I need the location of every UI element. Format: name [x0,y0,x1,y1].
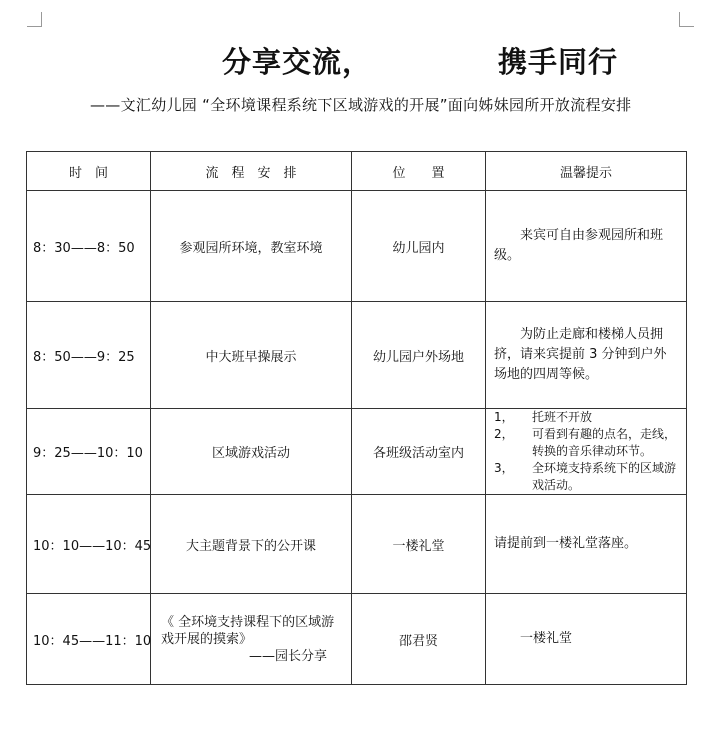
title-part-1: 分享交流， [222,45,373,79]
row-location: 幼儿园户外场地 [352,302,486,409]
header-activity: 流 程 安 排 [151,152,352,191]
row-activity: 大主题背景下的公开课 [151,495,352,594]
row-activity: 区域游戏活动 [151,409,352,495]
row-time: 9：25——10：10 [27,409,151,495]
row-time: 10：10——10：45 [27,495,151,594]
page-subtitle: ——文汇幼儿园 “全环境课程系统下区域游戏的开展”面向姊妹园所开放流程安排 [90,96,632,114]
row-location: 幼儿园内 [352,191,486,302]
row-activity [151,594,352,685]
row-tip-list [486,409,687,495]
header-tip: 温馨提示 [486,152,687,191]
row-tip: 请提前到一楼礼堂落座。 [486,495,687,594]
list-item: 1， 托班不开放 [494,410,593,424]
header-location: 位 置 [352,152,486,191]
page-title [0,40,720,80]
table-header-row [27,152,687,191]
title-part-2: 携手同行 [498,45,619,79]
header-time: 时 间 [27,152,151,191]
schedule-table [26,151,687,685]
row-time: 8：30——8：50 [27,191,151,302]
row-tip: 一楼礼堂 [486,594,687,685]
row-time: 8：50——9：25 [27,302,151,409]
row-time: 10：45——11：10 [27,594,151,685]
crop-mark-top-left [27,12,42,27]
row-location: 一楼礼堂 [352,495,486,594]
row-activity: 中大班早操展示 [151,302,352,409]
crop-mark-top-right [679,12,694,27]
row-location: 邵君贤 [352,594,486,685]
table-row [27,302,687,409]
table-row [27,409,687,495]
list-item: 3， 全环境支持系统下的区域游戏活动。 [494,461,677,492]
table-row [27,191,687,302]
row-activity: 参观园所环境，教室环境 [151,191,352,302]
list-item: 2， 可看到有趣的点名，走线，转换的音乐律动环节。 [494,427,677,458]
talk-title: 《 全环境支持课程下的区域游戏开展的摸索》 [161,614,335,647]
row-location: 各班级活动室内 [352,409,486,495]
table-row [27,594,687,685]
row-tip: 来宾可自由参观园所和班级。 [486,191,687,302]
table-row [27,495,687,594]
talk-speaker-note: ——园长分享 [248,648,327,664]
row-tip: 为防止走廊和楼梯人员拥挤，请来宾提前 3 分钟到户外场地的四周等候。 [486,302,687,409]
